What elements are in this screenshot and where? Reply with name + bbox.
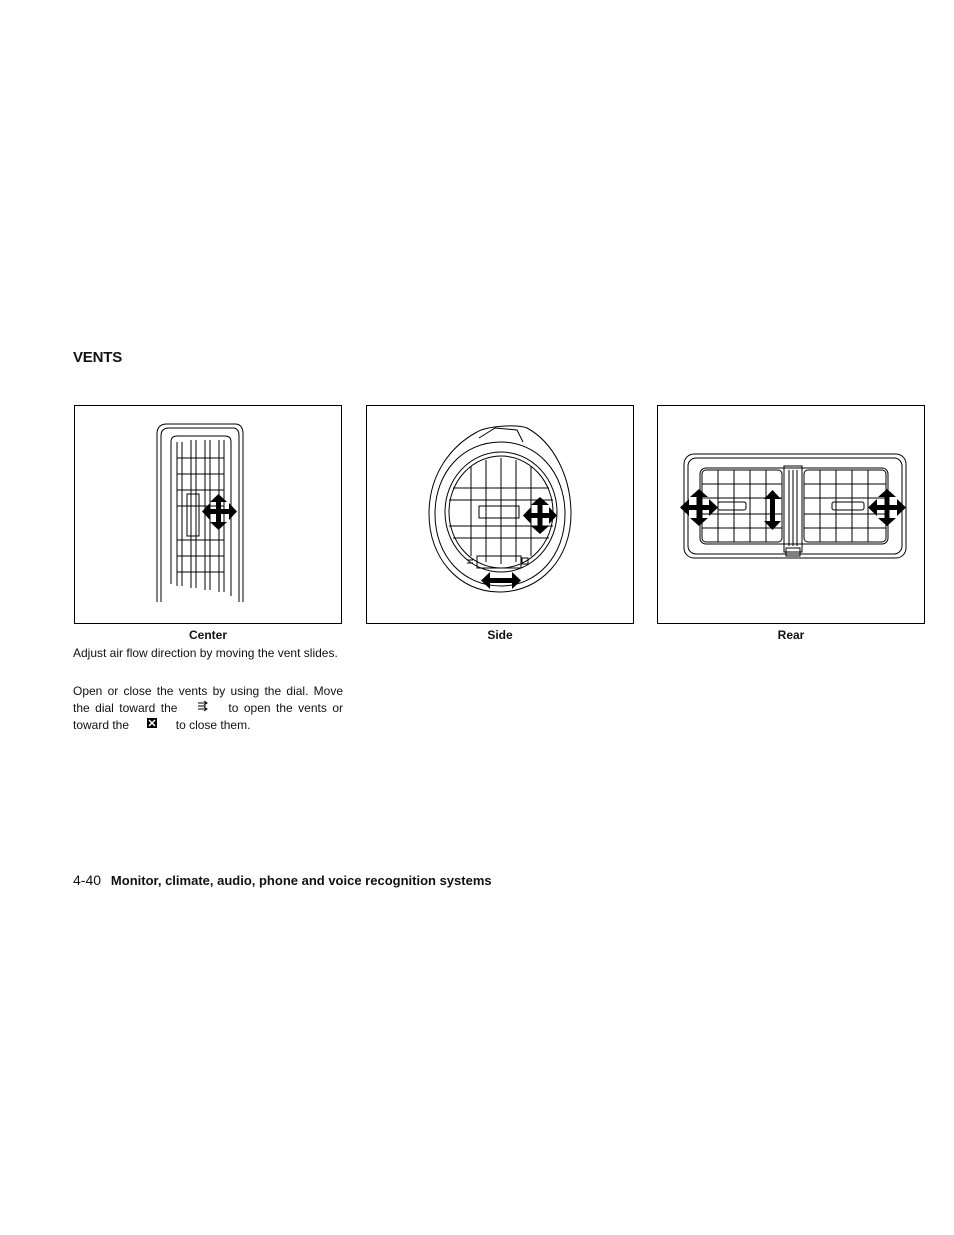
- vent-close-icon: [132, 717, 172, 732]
- side-vent-figure: [366, 405, 634, 624]
- side-vent-illustration: [367, 406, 635, 625]
- figure-caption-rear: Rear: [777, 628, 805, 642]
- page-footer: [73, 872, 492, 888]
- paragraph-adjust-airflow: Adjust air flow direction by moving the vent slides.: [73, 646, 338, 660]
- paragraph-open-close: [73, 683, 343, 734]
- figure-caption-center: Center: [188, 628, 227, 642]
- paragraph-open-close-part1: Open or close the vents by using the dial. Move the dial toward the: [73, 684, 343, 715]
- center-vent-illustration: [75, 406, 343, 625]
- vent-open-icon: [183, 700, 223, 715]
- move-arrows-icon: [202, 494, 237, 530]
- section-title: VENTS: [73, 349, 123, 366]
- chapter-title: Monitor, climate, audio, phone and voice recognition systems: [110, 873, 492, 888]
- paragraph-open-close-part3: to close them.: [175, 718, 251, 732]
- paragraph-open-close-part2: to open the vents or toward the: [73, 701, 343, 732]
- rear-vent-figure: [657, 405, 925, 624]
- center-vent-figure: [74, 405, 342, 624]
- page-number: 4-40: [73, 872, 102, 888]
- figure-caption-side: Side: [487, 628, 513, 642]
- rear-vent-illustration: [658, 406, 926, 625]
